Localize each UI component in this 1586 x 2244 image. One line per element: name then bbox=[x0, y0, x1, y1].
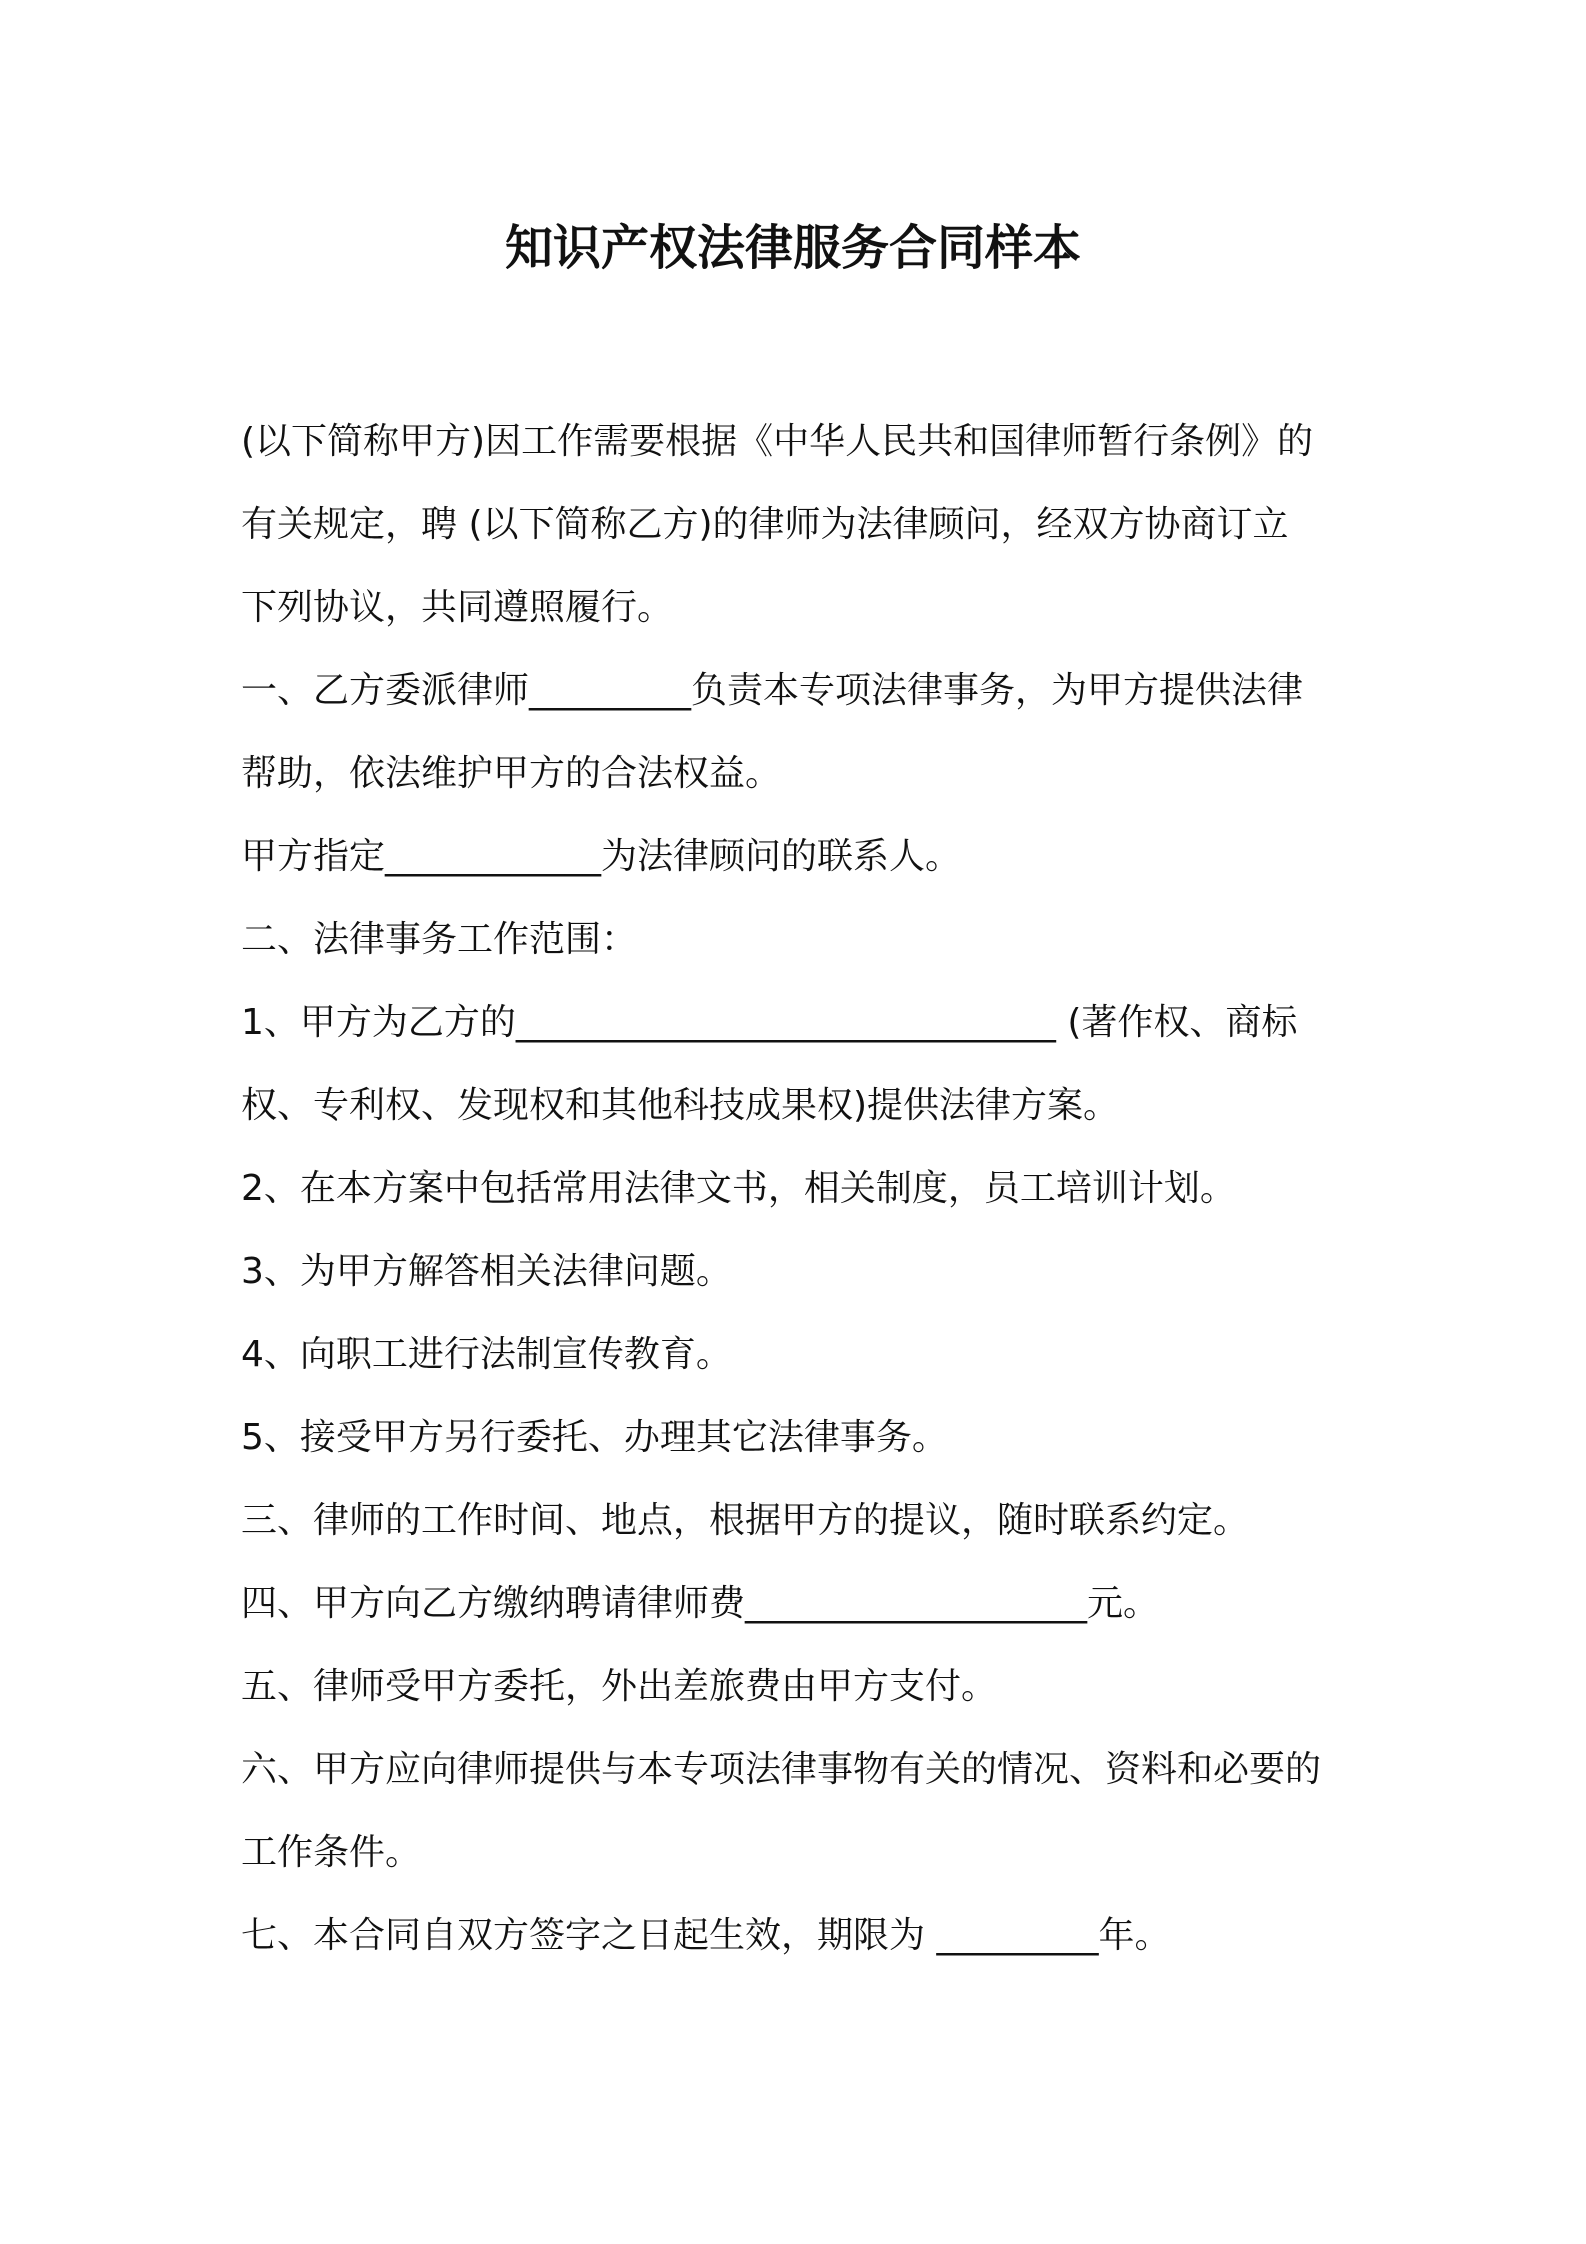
clause-6-cont: 工作条件。 bbox=[241, 1832, 422, 1873]
document-title: 知识产权法律服务合同样本 bbox=[504, 220, 1081, 276]
clause-7: 七、本合同自双方签字之日起生效，期限为 _________年。 bbox=[241, 1915, 1171, 1956]
clause-6: 六、甲方应向律师提供与本专项法律事物有关的情况、资料和必要的 bbox=[241, 1749, 1322, 1790]
scope-item-4: 4、向职工进行法制宣传教育。 bbox=[241, 1334, 732, 1375]
scope-item-5: 5、接受甲方另行委托、办理其它法律事务。 bbox=[241, 1417, 948, 1458]
clause-5: 五、律师受甲方委托，外出差旅费由甲方支付。 bbox=[241, 1666, 998, 1707]
clause-1-line: 一、乙方委派律师_________负责本专项法律事务，为甲方提供法律 bbox=[241, 670, 1304, 711]
document-body bbox=[241, 400, 1353, 1977]
body-line: 下列协议，共同遵照履行。 bbox=[241, 587, 674, 628]
body-line: 有关规定，聘 (以下简称乙方)的律师为法律顾问，经双方协商订立 bbox=[241, 504, 1289, 545]
clause-4: 四、甲方向乙方缴纳聘请律师费___________________元。 bbox=[241, 1583, 1160, 1624]
scope-item-3: 3、为甲方解答相关法律问题。 bbox=[241, 1251, 732, 1292]
scope-item-1-cont: 权、专利权、发现权和其他科技成果权)提供法律方案。 bbox=[241, 1085, 1120, 1126]
body-line: (以下简称甲方)因工作需要根据《中华人民共和国律师暂行条例》的 bbox=[241, 421, 1314, 462]
clause-2-heading: 二、法律事务工作范围： bbox=[241, 919, 638, 960]
clause-1-line: 帮助，依法维护甲方的合法权益。 bbox=[241, 753, 782, 794]
contact-line: 甲方指定____________为法律顾问的联系人。 bbox=[241, 836, 962, 877]
clause-3: 三、律师的工作时间、地点，根据甲方的提议，随时联系约定。 bbox=[241, 1500, 1250, 1541]
scope-item-1: 1、甲方为乙方的______________________________ (著作权、商标 bbox=[241, 1002, 1298, 1043]
scope-item-2: 2、在本方案中包括常用法律文书，相关制度，员工培训计划。 bbox=[241, 1168, 1236, 1209]
